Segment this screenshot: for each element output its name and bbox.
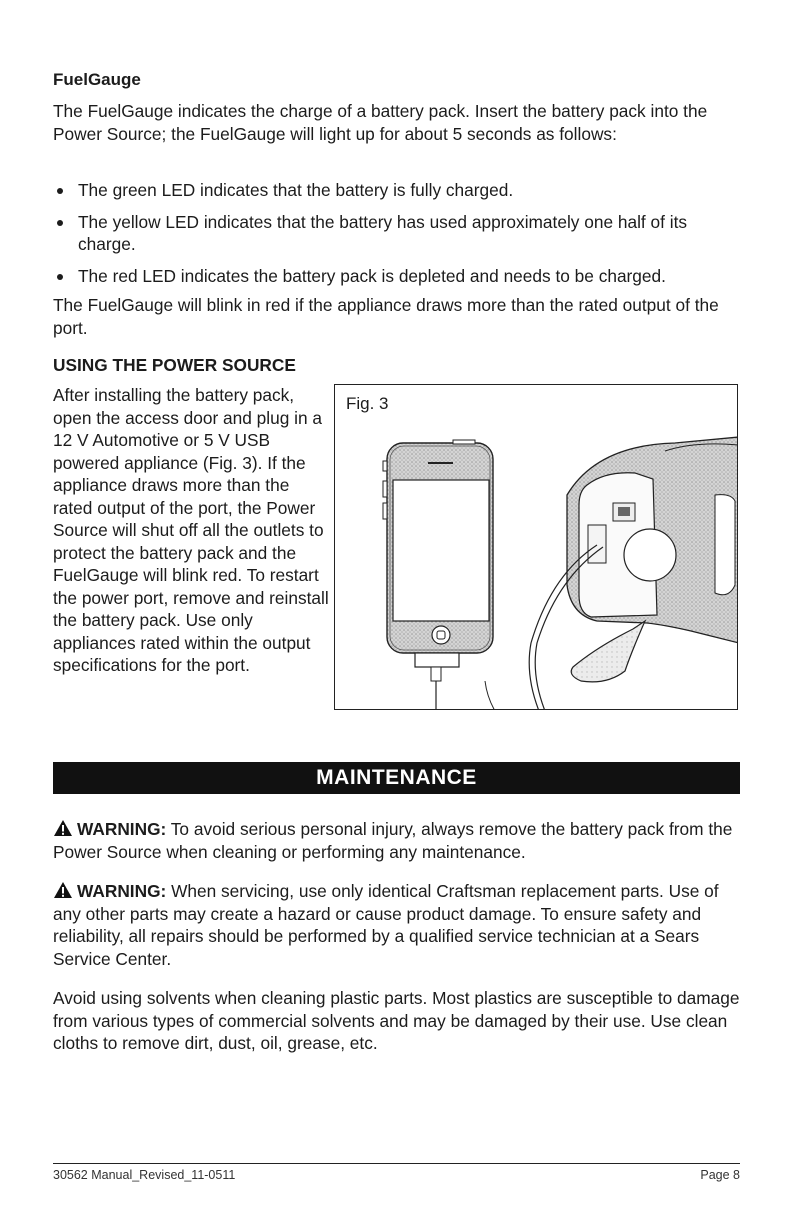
phone-screen <box>393 480 489 621</box>
bullet-icon <box>57 188 63 194</box>
bullet-text: The red LED indicates the battery pack is depleted and needs to be charged. <box>78 265 666 286</box>
led-bullet-list <box>53 179 740 296</box>
access-door <box>571 621 645 682</box>
warning-replacement-parts <box>53 880 743 970</box>
home-button-icon <box>432 626 450 644</box>
bullet-text: The green LED indicates that the battery is fully charged. <box>78 180 514 200</box>
footer-divider <box>53 1163 740 1164</box>
warning-text: When servicing, use only identical Craftsman replacement parts. Use of any other parts may create a hazard or cause product damage. To ensure safety and reliability, all repairs should be performed by a qualified service technician at a Sears Service Center. <box>53 881 719 969</box>
bullet-text: The yellow LED indicates that the battery has used approximately one half of its charge. <box>78 211 688 254</box>
figure-3 <box>334 384 738 710</box>
bullet-icon <box>57 274 63 280</box>
list-item <box>53 179 740 202</box>
list-item <box>53 211 740 256</box>
figure-label: Fig. 3 <box>346 394 389 413</box>
phone-charging-illustration <box>335 385 738 710</box>
footer-page-number: Page 8 <box>700 1168 740 1182</box>
fuelgauge-heading: FuelGauge <box>53 70 141 89</box>
using-power-source-heading: USING THE POWER SOURCE <box>53 355 296 375</box>
solvents-note: Avoid using solvents when cleaning plastic parts. Most plastics are susceptible to damage from various types of commercial solvents and may be damaged by their use. Use clean cloths to remove dirt, dust, oil, grease, etc. <box>53 988 740 1053</box>
warning-icon <box>53 881 73 899</box>
footer-doc-id: 30562 Manual_Revised_11-0511 <box>53 1168 236 1182</box>
warning-icon <box>53 819 73 837</box>
maintenance-banner: MAINTENANCE <box>53 762 740 794</box>
power-source-unit <box>567 437 738 643</box>
fuelgauge-blink-note: The FuelGauge will blink in red if the appliance draws more than the rated output of the port. <box>53 295 719 338</box>
warning-label: WARNING: <box>77 881 167 901</box>
fuelgauge-intro: The FuelGauge indicates the charge of a battery pack. Insert the battery pack into the Power Source; the FuelGauge will light up for about 5 seconds as follows: <box>53 101 708 144</box>
smartphone <box>383 440 493 710</box>
list-item <box>53 265 740 288</box>
bullet-icon <box>57 220 63 226</box>
using-power-source-text: After installing the battery pack, open the access door and plug in a 12 V Automotive or 5 V USB powered appliance (Fig. 3). If the appliance draws more than the rated output of the port, the Power Source will shut off all the outlets to protect the battery pack and the FuelGauge will blink red. To restart the power port, remove and reinstall the battery pack. Use only appliances rated within the output specifications for the port. <box>53 385 329 675</box>
warning-remove-battery <box>53 818 743 863</box>
warning-label: WARNING: <box>77 819 167 839</box>
warning-text: To avoid serious personal injury, always remove the battery pack from the Power Source when cleaning or performing any maintenance. <box>53 819 733 862</box>
dock-connector <box>415 653 459 667</box>
